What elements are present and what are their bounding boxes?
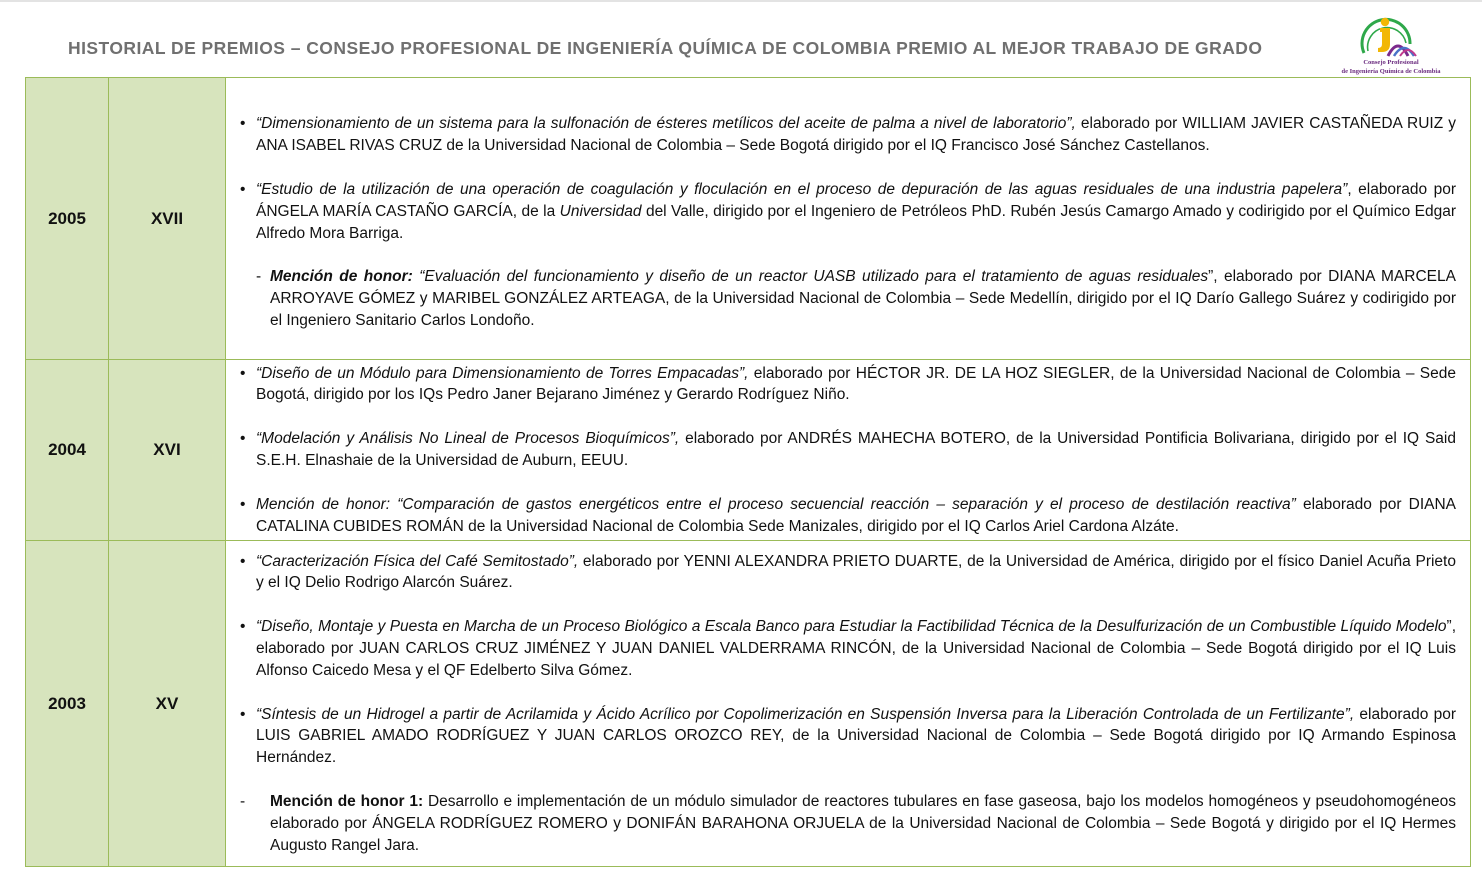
edition-cell: XVII	[109, 78, 226, 360]
list-item	[240, 363, 1456, 407]
bullet-icon: •	[240, 705, 246, 723]
entry-list	[240, 363, 1456, 538]
bullet-icon: •	[240, 430, 246, 448]
work-title: Mención de honor: “Comparación de gastos energéticos entre el proceso secuencial reacción – separación y el proceso de destilación reactiva”	[256, 495, 1296, 513]
work-details: elaborado por WILLIAM JAVIER CASTAÑEDA RUIZ y ANA ISABEL RIVAS CRUZ de la Universidad Nacional de Colombia – Sede Bogotá dirigido por el IQ Francisco José Sánchez Castellanos.	[256, 115, 1456, 155]
work-details: del Valle, dirigido por el Ingeniero de Petróleos PhD. Rubén Jesús Camargo Amado y codirigido por el Químico Edgar Alfredo Mora Barriga.	[256, 202, 1457, 242]
work-details: elaborado por ANDRÉS MAHECHA BOTERO, de la Universidad Pontificia Bolivariana, dirigido por el IQ Said S.E.H. Elnashaie de la Universidad de Auburn, EEUU.	[256, 430, 1456, 469]
work-title: “Dimensionamiento de un sistema para la sulfonación de ésteres metílicos del aceite de palma a nivel de laboratorio”,	[256, 115, 1076, 133]
logo-emblem-icon	[1336, 8, 1446, 60]
bullet-icon: •	[240, 180, 246, 198]
list-item	[240, 704, 1456, 769]
list-item	[240, 791, 1456, 856]
list-item	[240, 266, 1456, 331]
work-details: elaborado por YENNI ALEXANDRA PRIETO DUARTE, de la Universidad de América, dirigido por el físico Daniel Acuña Prieto y el IQ Delio Rodrigo Alarcón Suárez.	[256, 552, 1456, 592]
work-details: Desarrollo e implementación de un módulo simulador de reactores tubulares en fase gaseosa, bajo los modelos homogéneos y pseudohomogéneos elaborado por ÁNGELA RODRÍGUEZ ROMERO y DONIFÁN BARAHONA ORJUELA de la Universidad Nacional de Colombia – Sede Bogotá y dirigido por el IQ Hermes Augusto Rangel Jara.	[270, 792, 1456, 854]
edition-cell: XV	[109, 541, 226, 867]
bullet-icon: •	[240, 495, 246, 513]
table-row	[26, 541, 1471, 867]
table-row	[26, 360, 1471, 541]
bullet-icon: •	[240, 115, 246, 133]
work-details: , elaborado por ÁNGELA MARÍA CASTAÑO GARCÍA, de la	[256, 180, 1456, 220]
bullet-icon: •	[240, 364, 246, 382]
entries-cell	[226, 78, 1471, 360]
work-details: ”, elaborado por DIANA MARCELA ARROYAVE GÓMEZ y MARIBEL GONZÁLEZ ARTEAGA, de la Universidad Nacional de Colombia – Sede Medellín, dirigido por el IQ Darío Gallego Suárez y codirigido por el Ingeniero Sanitario Carlos Londoño.	[270, 268, 1456, 329]
work-details: elaborado por DIANA CATALINA CUBIDES ROMÁN de la Universidad Nacional de Colombia Sede Manizales, dirigido por el IQ Carlos Ariel Cardona Alzáte.	[256, 495, 1457, 535]
work-details: elaborado por LUIS GABRIEL AMADO RODRÍGUEZ Y JUAN CARLOS OROZCO REY, de la Universidad Nacional de Colombia – Sede Bogotá dirigido por IQ Armando Espinosa Hernández.	[256, 705, 1456, 767]
work-title: “Modelación y Análisis No Lineal de Procesos Bioquímicos”,	[256, 430, 680, 448]
work-title: “Estudio de la utilización de una operación de coagulación y floculación en el proceso de depuración de las aguas residuales de una industria papelera”	[256, 180, 1348, 198]
honor-label: Mención de honor:	[270, 268, 413, 286]
table-row	[26, 78, 1471, 360]
work-title: “Caracterización Física del Café Semitostado”,	[256, 552, 579, 570]
work-title: “Síntesis de un Hidrogel a partir de Acrilamida y Ácido Acrílico por Copolimerización en Suspensión Inversa para la Liberación Controlada de un Fertilizante”,	[256, 705, 1355, 723]
entries-cell	[226, 360, 1471, 541]
council-logo	[1336, 8, 1446, 80]
work-title: “Diseño, Montaje y Puesta en Marcha de un Proceso Biológico a Escala Banco para Estudiar la Factibilidad Técnica de la Desulfurización de un Combustible Líquido Modelo	[256, 618, 1447, 636]
work-title: “Diseño de un Módulo para Dimensionamiento de Torres Empacadas”,	[256, 364, 749, 382]
logo-text-line-2: de Ingeniería Química de Colombia	[1341, 68, 1441, 75]
list-item	[240, 113, 1456, 157]
work-details: elaborado por HÉCTOR JR. DE LA HOZ SIEGLER, de la Universidad Nacional de Colombia – Sede Bogotá, dirigido por los IQs Pedro Janer Bejarano Jiménez y Gerardo Rodríguez Niño.	[256, 364, 1456, 404]
honor-label: Mención de honor 1:	[270, 792, 424, 810]
logo-text-line-1: Consejo Profesional	[1363, 59, 1419, 66]
list-item	[240, 179, 1456, 244]
work-title: “Evaluación del funcionamiento y diseño de un reactor UASB utilizado para el tratamiento de aguas residuales	[412, 268, 1209, 286]
list-item	[240, 616, 1456, 681]
year-cell: 2004	[26, 360, 109, 541]
page-title: HISTORIAL DE PREMIOS – CONSEJO PROFESIONAL DE INGENIERÍA QUÍMICA DE COLOMBIA PREMIO AL MEJOR TRABAJO DE GRADO	[68, 38, 1263, 58]
year-cell: 2005	[26, 78, 109, 360]
dash-icon: -	[256, 268, 262, 286]
bullet-icon: •	[240, 552, 246, 570]
top-rule	[0, 0, 1482, 2]
dash-icon: -	[240, 792, 246, 810]
awards-table	[25, 77, 1471, 867]
edition-cell: XVI	[109, 360, 226, 541]
entries-cell	[226, 541, 1471, 867]
year-cell: 2003	[26, 541, 109, 867]
list-item	[240, 551, 1456, 595]
entry-list	[240, 551, 1456, 857]
work-details: ”, elaborado por JUAN CARLOS CRUZ JIMÉNEZ Y JUAN DANIEL VALDERRAMA RINCÓN, de la Universidad Nacional de Colombia – Sede Bogotá dirigido por el IQ Luis Alfonso Caicedo Mesa y el QF Edelberto Silva Gómez.	[256, 618, 1456, 679]
entry-list	[240, 113, 1456, 331]
list-item	[240, 428, 1456, 472]
work-details-italic: Universidad	[559, 202, 642, 220]
bullet-icon: •	[240, 618, 246, 636]
list-item	[240, 494, 1456, 538]
